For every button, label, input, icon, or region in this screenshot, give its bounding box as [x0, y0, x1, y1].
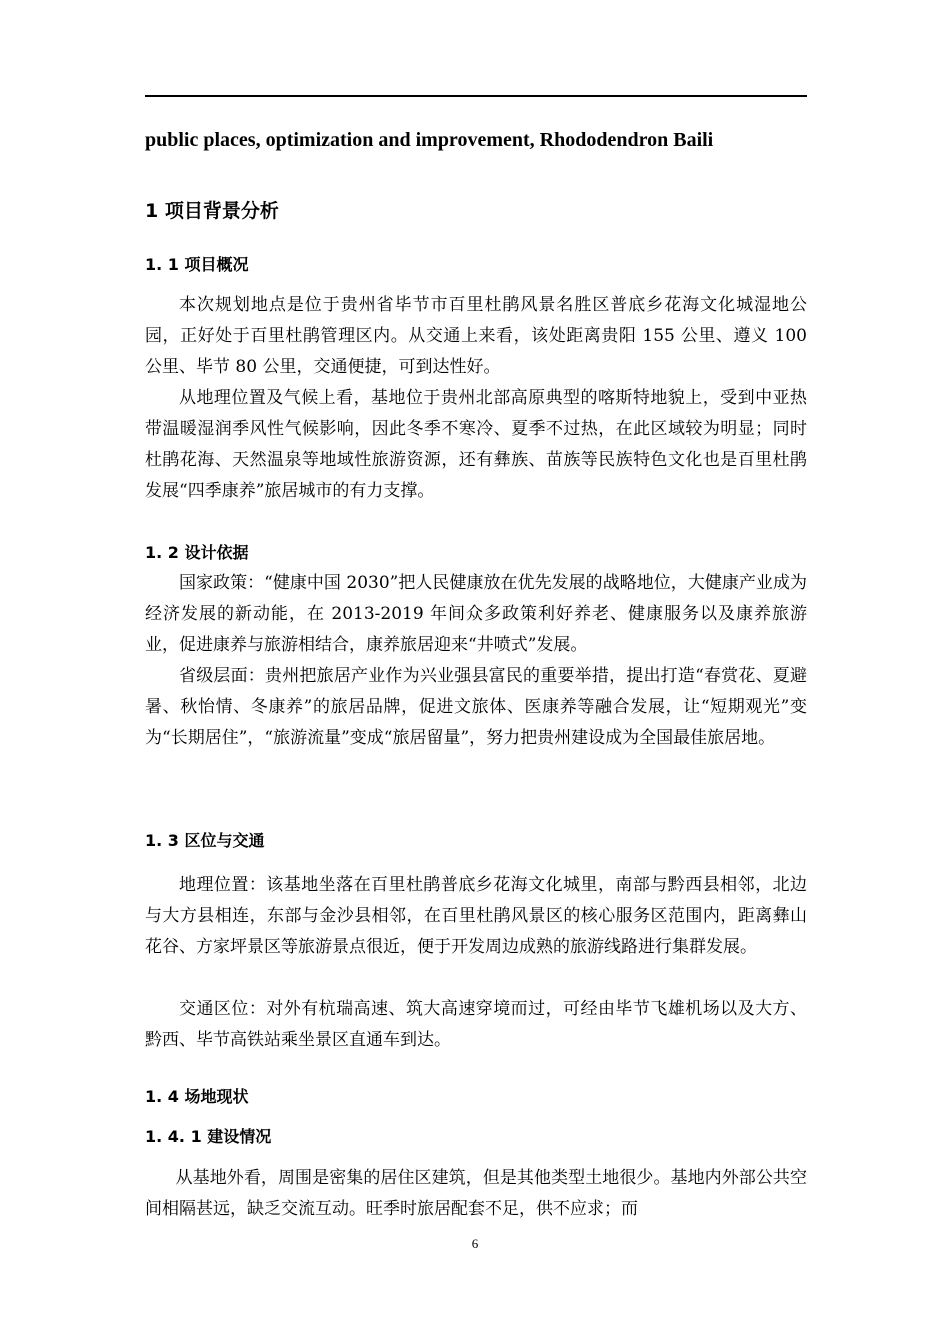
keywords-line: public places, optimization and improvement, Rhododendron Baili	[145, 129, 714, 151]
page-content	[145, 120, 807, 1219]
section-1-2-paragraph-1: 国家政策：“健康中国 2030”把人民健康放在优先发展的战略地位，大健康产业成为经济发展的新动能，在 2013-2019 年间众多政策利好养老、健康服务以及康养旅游业，促进康养与旅游相结合，康养旅居迎来“井喷式”发展。	[145, 573, 807, 655]
section-1-3-paragraph-2: 交通区位：对外有杭瑞高速、筑大高速穿境而过，可经由毕节飞雄机场以及大方、黔西、毕节高铁站乘坐景区直通车到达。	[145, 999, 807, 1050]
section-1-3-paragraph-1: 地理位置：该基地坐落在百里杜鹃普底乡花海文化城里，南部与黔西县相邻，北边与大方县相连，东部与金沙县相邻，在百里杜鹃风景区的核心服务区范围内，距离彝山花谷、方家坪景区等旅游景点很近，便于开发周边成熟的旅游线路进行集群发展。	[145, 875, 807, 957]
section-1-4-1-paragraph-1: 从基地外看，周围是密集的居住区建筑，但是其他类型土地很少。基地内外部公共空间相隔甚远，缺乏交流互动。旺季时旅居配套不足，供不应求；而	[145, 1168, 807, 1219]
section-1-1-paragraph-2: 从地理位置及气候上看，基地位于贵州北部高原典型的喀斯特地貌上，受到中亚热带温暖湿润季风性气候影响，因此冬季不寒冷、夏季不过热，在此区域较为明显；同时杜鹃花海、天然温泉等地域性旅游资源，还有彝族、苗族等民族特色文化也是百里杜鹃发展“四季康养”旅居城市的有力支撑。	[145, 388, 807, 501]
section-1-4-1-heading: 1. 4. 1 建设情况	[145, 1127, 272, 1146]
section-1-4-heading: 1. 4 场地现状	[145, 1087, 249, 1106]
page-number: 6	[471, 1236, 479, 1251]
section-1-2-heading: 1. 2 设计依据	[145, 543, 249, 562]
section-1-2-paragraph-2: 省级层面：贵州把旅居产业作为兴业强县富民的重要举措，提出打造“春赏花、夏避暑、秋怡情、冬康养”的旅居品牌，促进文旅体、医康养等融合发展，让“短期观光”变为“长期居住”，“旅游流量”变成“旅居留量”，努力把贵州建设成为全国最佳旅居地。	[145, 666, 807, 748]
header-rule	[145, 95, 807, 97]
section-1-1-paragraph-1: 本次规划地点是位于贵州省毕节市百里杜鹃风景名胜区普底乡花海文化城湿地公园，正好处于百里杜鹃管理区内。从交通上来看，该处距离贵阳 155 公里、遵义 100 公里、毕节 80 公里，交通便捷，可到达性好。	[145, 295, 807, 377]
section-1-1-heading: 1. 1 项目概况	[145, 255, 249, 274]
section-1-3-heading: 1. 3 区位与交通	[145, 831, 265, 850]
section-1-heading: 1 项目背景分析	[145, 200, 279, 222]
